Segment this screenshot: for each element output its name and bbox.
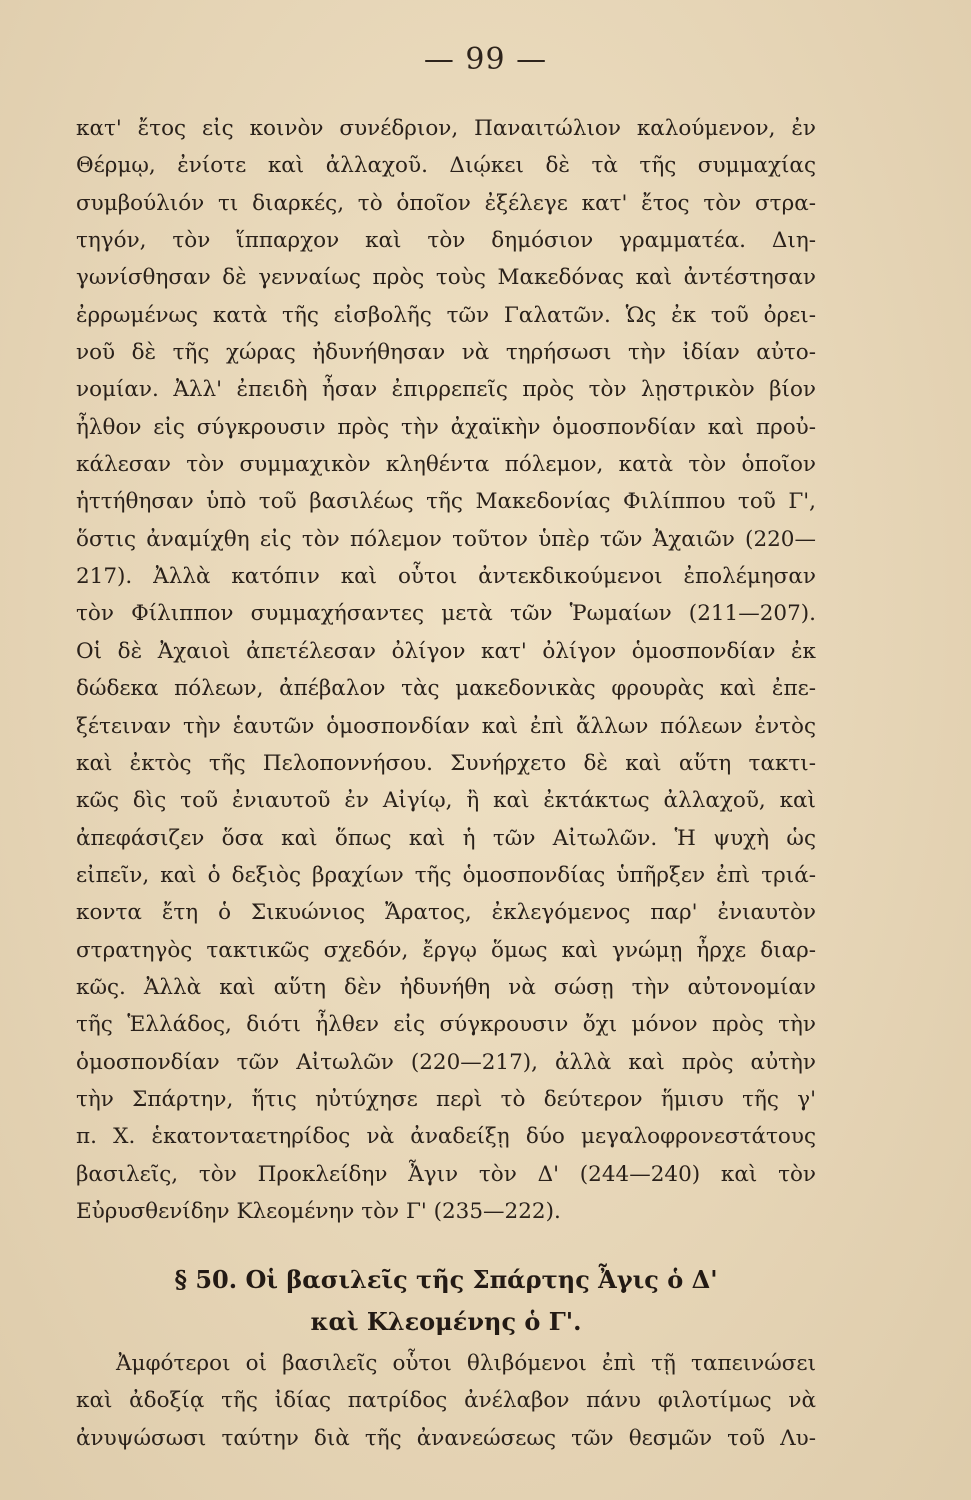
text-line: ἡττήθησαν ὑπὸ τοῦ βασιλέως τῆς Μακεδονίας Φιλίππου τοῦ Γ', bbox=[76, 489, 816, 515]
text-line: Εὐρυσθενίδην Κλεομένην τὸν Γ' (235—222). bbox=[76, 1198, 561, 1224]
text-line: συμβούλιόν τι διαρκές, τὸ ὁποῖον ἐξέλεγε κατ' ἔτος τὸν στρα- bbox=[76, 190, 816, 216]
text-line: 217). Ἀλλὰ κατόπιν καὶ οὗτοι ἀντεκδικούμενοι ἐπολέμησαν bbox=[76, 564, 816, 590]
text-line: ἦλθον εἰς σύγκρουσιν πρὸς τὴν ἀχαϊκὴν ὁμοσπονδίαν καὶ προὐ- bbox=[76, 414, 816, 440]
text-line: κῶς. Ἀλλὰ καὶ αὕτη δὲν ἠδυνήθη νὰ σώσῃ τὴν αὐτονομίαν bbox=[76, 974, 816, 1000]
text-line: κοντα ἔτη ὁ Σικυώνιος Ἄρατος, ἐκλεγόμενος παρ' ἐνιαυτὸν bbox=[76, 900, 816, 926]
text-line: στρατηγὸς τακτικῶς σχεδόν, ἔργῳ ὅμως καὶ γνώμῃ ἦρχε διαρ- bbox=[76, 937, 816, 963]
text-line: ἀπεφάσιζεν ὅσα καὶ ὅπως καὶ ἡ τῶν Αἰτωλῶν. Ἡ ψυχὴ ὡς bbox=[76, 825, 816, 851]
text-line: εἰπεῖν, καὶ ὁ δεξιὸς βραχίων τῆς ὁμοσπονδίας ὑπῆρξεν ἐπὶ τριά- bbox=[76, 862, 816, 888]
text-line: ὅστις ἀναμίχθη εἰς τὸν πόλεμον τοῦτον ὑπὲρ τῶν Ἀχαιῶν (220— bbox=[76, 526, 816, 552]
text-line: τὴν Σπάρτην, ἥτις ηὐτύχησε περὶ τὸ δεύτερον ἥμισυ τῆς γ' bbox=[76, 1086, 816, 1112]
body-paragraph bbox=[76, 110, 816, 1230]
text-line: τηγόν, τὸν ἵππαρχον καὶ τὸν δημόσιον γραμματέα. Διη- bbox=[76, 228, 816, 254]
text-line: βασιλεῖς, τὸν Προκλείδην Ἆγιν τὸν Δ' (244—240) καὶ τὸν bbox=[76, 1161, 816, 1187]
text-line: νοῦ δὲ τῆς χώρας ἠδυνήθησαν νὰ τηρήσωσι τὴν ἰδίαν αὐτο- bbox=[76, 340, 816, 366]
text-line: κάλεσαν τὸν συμμαχικὸν κληθέντα πόλεμον, κατὰ τὸν ὁποῖον bbox=[76, 452, 816, 478]
text-line: ἐρρωμένως κατὰ τῆς εἰσβολῆς τῶν Γαλατῶν. Ὡς ἐκ τοῦ ὀρει- bbox=[76, 302, 816, 328]
page-number: — 99 — bbox=[423, 42, 548, 77]
section-heading-continued: καὶ Κλεομένης ὁ Γ'. bbox=[310, 1307, 582, 1336]
text-line: κατ' ἔτος εἰς κοινὸν συνέδριον, Παναιτώλιον καλούμενον, ἐν bbox=[76, 116, 816, 141]
text-line: τὸν Φίλιππον συμμαχήσαντες μετὰ τῶν Ῥωμαίων (211—207). bbox=[76, 601, 816, 627]
text-line: ξέτειναν τὴν ἑαυτῶν ὁμοσπονδίαν καὶ ἐπὶ ἄλλων πόλεων ἐντὸς bbox=[76, 713, 816, 739]
text-line: Οἱ δὲ Ἀχαιοὶ ἀπετέλεσαν ὀλίγον κατ' ὀλίγον ὁμοσπονδίαν ἐκ bbox=[76, 638, 816, 664]
text-line: κῶς δὶς τοῦ ἐνιαυτοῦ ἐν Αἰγίῳ, ἢ καὶ ἐκτάκτως ἀλλαχοῦ, καὶ bbox=[76, 788, 816, 814]
text-line: καὶ ἐκτὸς τῆς Πελοποννήσου. Συνήρχετο δὲ καὶ αὕτη τακτι- bbox=[76, 750, 816, 776]
text-line: π. Χ. ἑκατονταετηρίδος νὰ ἀναδείξῃ δύο μεγαλοφρονεστάτους bbox=[76, 1124, 816, 1150]
text-line: δώδεκα πόλεων, ἀπέβαλον τὰς μακεδονικὰς φρουρὰς καὶ ἐπε- bbox=[76, 676, 816, 702]
text-line: τῆς Ἑλλάδος, διότι ἦλθεν εἰς σύγκρουσιν ὄχι μόνον πρὸς τὴν bbox=[76, 1012, 816, 1038]
text-line: Ἀμφότεροι οἱ βασιλεῖς οὗτοι θλιβόμενοι ἐπὶ τῇ ταπεινώσει bbox=[116, 1351, 816, 1376]
text-line: ἀνυψώσωσι ταύτην διὰ τῆς ἀνανεώσεως τῶν θεσμῶν τοῦ Λυ- bbox=[76, 1425, 816, 1451]
text-line: ὁμοσπονδίαν τῶν Αἰτωλῶν (220—217), ἀλλὰ καὶ πρὸς αὐτὴν bbox=[76, 1049, 816, 1075]
text-line: Θέρμῳ, ἐνίοτε καὶ ἀλλαχοῦ. Διῴκει δὲ τὰ τῆς συμμαχίας bbox=[76, 153, 816, 179]
text-line: γωνίσθησαν δὲ γενναίως πρὸς τοὺς Μακεδόνας καὶ ἀντέστησαν bbox=[76, 265, 816, 291]
text-line: νομίαν. Ἀλλ' ἐπειδὴ ἦσαν ἐπιρρεπεῖς πρὸς τὸν λῃστρικὸν βίον bbox=[76, 377, 816, 403]
text-line: καὶ ἀδοξίᾳ τῆς ἰδίας πατρίδος ἀνέλαβον πάνυ φιλοτίμως νὰ bbox=[76, 1388, 816, 1414]
section-paragraph bbox=[76, 1345, 816, 1457]
section-heading: § 50. Οἱ βασιλεῖς τῆς Σπάρτης Ἆγις ὁ Δ' bbox=[174, 1265, 718, 1294]
